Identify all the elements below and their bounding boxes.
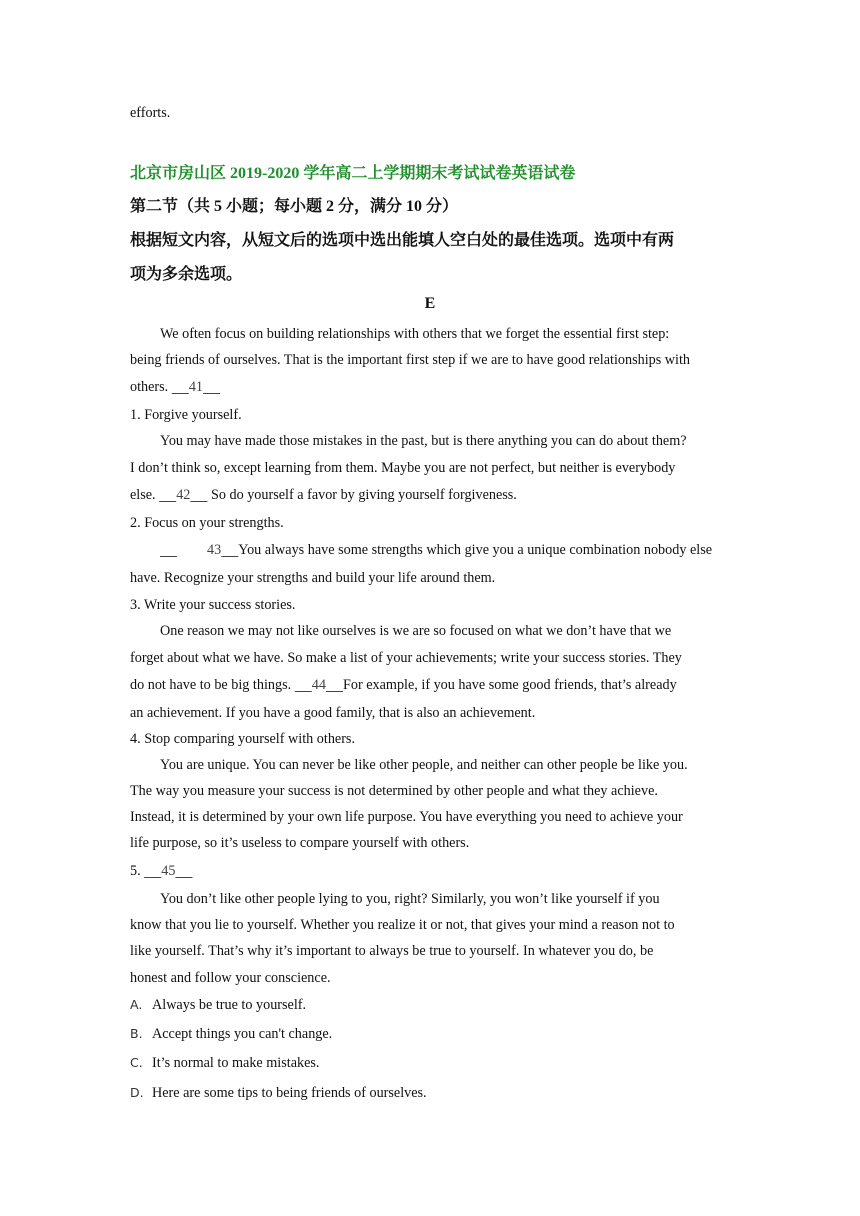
- blank-41[interactable]: 41: [188, 379, 203, 395]
- p5-line-2: The way you measure your success is not determined by other people and what they achieve.: [130, 783, 658, 799]
- p2-line-2: I don’t think so, except learning from them. Maybe you are not perfect, but neither is everybody: [130, 460, 676, 476]
- p6-line-2: know that you lie to yourself. Whether you realize it or not, that gives your mind a reason not to: [130, 917, 675, 933]
- instructions-line-2: 项为多余选项。: [130, 266, 243, 283]
- source-title: 北京市房山区 2019-2020 学年高二上学期期末考试试卷英语试卷: [130, 165, 576, 182]
- p2-line-3: else. 42 So do yourself a favor by giving yourself forgiveness.: [130, 487, 517, 503]
- p6-line-1: You don’t like other people lying to you, right? Similarly, you won’t like yourself if you: [160, 891, 660, 907]
- p4-line-2: forget about what we have. So make a list of your achievements; write your success stories. They: [130, 650, 682, 666]
- blank-42[interactable]: 42: [176, 487, 191, 503]
- p4-line-1: One reason we may not like ourselves is we are so focused on what we don’t have that we: [160, 623, 672, 639]
- p5-line-3: Instead, it is determined by your own life purpose. You have everything you need to achieve your: [130, 809, 683, 825]
- tip-heading-3: 3. Write your success stories.: [130, 597, 296, 613]
- tip-heading-4: 4. Stop comparing yourself with others.: [130, 731, 355, 747]
- option-c[interactable]: C. It’s normal to make mistakes.: [130, 1055, 320, 1071]
- instructions-line-1: 根据短文内容，从短文后的选项中选出能填人空白处的最佳选项。选项中有两: [130, 232, 675, 249]
- p5-line-4: life purpose, so it’s useless to compare yourself with others.: [130, 835, 470, 851]
- blank-45[interactable]: 45: [161, 863, 176, 879]
- p1-line-1: We often focus on building relationships with others that we forget the essential first step:: [160, 326, 670, 342]
- option-b[interactable]: B. Accept things you can't change.: [130, 1026, 333, 1042]
- tip-heading-1: 1. Forgive yourself.: [130, 407, 242, 423]
- p2-line-1: You may have made those mistakes in the past, but is there anything you can do about them?: [160, 433, 687, 449]
- section-heading: 第二节（共 5 小题；每小题 2 分，满分 10 分）: [130, 198, 459, 215]
- blank-43[interactable]: 43: [207, 542, 222, 558]
- p4-line-3: do not have to be big things. 44 For example, if you have some good friends, that’s already: [130, 677, 677, 693]
- p5-line-1: You are unique. You can never be like other people, and neither can other people be like you.: [160, 757, 688, 773]
- p6-line-4: honest and follow your conscience.: [130, 970, 331, 986]
- blank-44[interactable]: 44: [311, 677, 326, 693]
- option-a[interactable]: A. Always be true to yourself.: [130, 997, 307, 1013]
- tip-heading-2: 2. Focus on your strengths.: [130, 515, 284, 531]
- p4-line-4: an achievement. If you have a good family, that is also an achievement.: [130, 705, 536, 721]
- p6-line-3: like yourself. That’s why it’s important to always be true to yourself. In whatever you do, be: [130, 943, 654, 959]
- passage-letter: E: [424, 295, 436, 312]
- previous-text-tail: efforts.: [130, 105, 171, 121]
- p1-line-3: others. 41: [130, 374, 220, 401]
- option-d[interactable]: D. Here are some tips to being friends of ourselves.: [130, 1085, 427, 1101]
- p3-line-2: have. Recognize your strengths and build your life around them.: [130, 570, 496, 586]
- p3-line-1: 43 You always have some strengths which give you a unique combination nobody else: [130, 537, 712, 564]
- tip-heading-5: 5. 45: [130, 858, 192, 885]
- p1-line-2: being friends of ourselves. That is the important first step if we are to have good relationships with: [130, 352, 691, 368]
